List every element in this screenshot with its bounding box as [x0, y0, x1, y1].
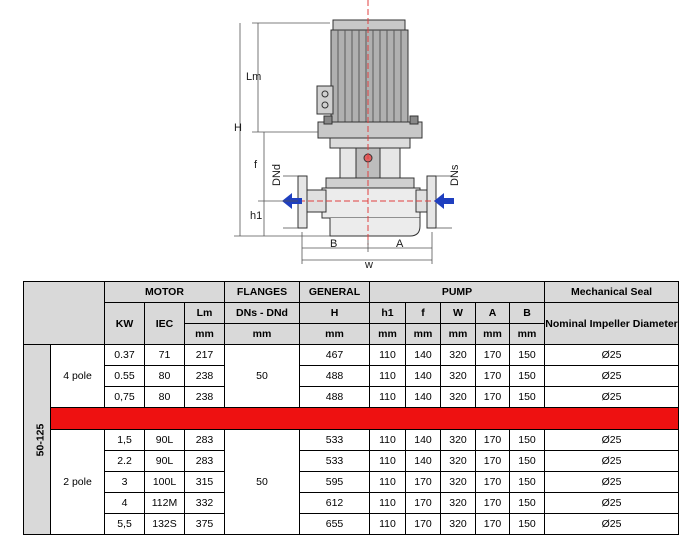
cell-lm: 315	[185, 472, 225, 493]
unit-w: mm	[441, 324, 476, 345]
cell-w: 320	[441, 430, 476, 451]
cell-h: 595	[300, 472, 370, 493]
header-row-columns	[24, 303, 679, 324]
dim-label-lm: Lm	[246, 71, 262, 83]
table-row	[24, 345, 679, 366]
table-row	[24, 472, 679, 493]
cell-kw: 5,5	[105, 514, 145, 535]
cell-iec: 112M	[145, 493, 185, 514]
table-row	[24, 451, 679, 472]
cell-h1: 110	[370, 514, 406, 535]
cell-b: 150	[510, 493, 545, 514]
cell-kw: 0.37	[105, 345, 145, 366]
cell-iec: 90L	[145, 430, 185, 451]
cell-h: 655	[300, 514, 370, 535]
cell-h1: 110	[370, 387, 406, 408]
dim-label-b: B	[330, 238, 338, 250]
col-header-f: f	[406, 303, 441, 324]
cell-a: 170	[476, 345, 510, 366]
cell-kw: 1,5	[105, 430, 145, 451]
cell-h: 488	[300, 366, 370, 387]
separator-row	[24, 408, 679, 430]
cell-b: 150	[510, 387, 545, 408]
unit-h1: mm	[370, 324, 406, 345]
cell-flange: 50	[225, 345, 300, 408]
cell-h1: 110	[370, 451, 406, 472]
cell-seal: Ø25	[545, 430, 679, 451]
cell-a: 170	[476, 472, 510, 493]
cell-b: 150	[510, 451, 545, 472]
flow-arrow-right	[434, 193, 454, 209]
pump-casing	[322, 188, 420, 218]
cell-seal: Ø25	[545, 514, 679, 535]
dim-label-dns: DNs	[449, 164, 461, 186]
cell-kw: 0.55	[105, 366, 145, 387]
cell-h1: 110	[370, 472, 406, 493]
col-header-kw: KW	[105, 303, 145, 345]
cell-iec: 132S	[145, 514, 185, 535]
header-row-groups	[24, 282, 679, 303]
cell-a: 170	[476, 493, 510, 514]
cell-w: 320	[441, 451, 476, 472]
col-header-h1: h1	[370, 303, 406, 324]
cell-iec: 80	[145, 387, 185, 408]
cell-w: 320	[441, 472, 476, 493]
motor-top-cap	[333, 20, 405, 30]
col-header-iec: IEC	[145, 303, 185, 345]
unit-f: mm	[406, 324, 441, 345]
cell-lm: 283	[185, 451, 225, 472]
table-row	[24, 493, 679, 514]
table-body	[24, 282, 679, 535]
cell-f: 140	[406, 451, 441, 472]
cell-seal: Ø25	[545, 345, 679, 366]
cell-h1: 110	[370, 430, 406, 451]
group-header-general: GENERAL	[300, 282, 370, 303]
pump-spec-table	[23, 281, 679, 535]
cell-iec: 90L	[145, 451, 185, 472]
cell-seal: Ø25	[545, 472, 679, 493]
cell-kw: 4	[105, 493, 145, 514]
model-label-text: 50-125	[34, 423, 47, 456]
terminal-box	[317, 86, 333, 114]
cell-seal: Ø25	[545, 366, 679, 387]
cell-h: 612	[300, 493, 370, 514]
cell-seal: Ø25	[545, 387, 679, 408]
cell-w: 320	[441, 493, 476, 514]
cell-b: 150	[510, 514, 545, 535]
cell-f: 140	[406, 366, 441, 387]
group-header-seal: Mechanical Seal	[545, 282, 679, 303]
corner-cell	[24, 282, 105, 345]
cell-iec: 80	[145, 366, 185, 387]
group-header-flanges: FLANGES	[225, 282, 300, 303]
motor-flange	[318, 122, 422, 138]
pole-label-2: 2 pole	[51, 430, 105, 535]
cell-f: 140	[406, 387, 441, 408]
cell-b: 150	[510, 345, 545, 366]
cell-w: 320	[441, 387, 476, 408]
cell-a: 170	[476, 514, 510, 535]
col-header-h: H	[300, 303, 370, 324]
unit-lm: mm	[185, 324, 225, 345]
cell-f: 140	[406, 430, 441, 451]
lantern	[330, 138, 410, 148]
cell-w: 320	[441, 345, 476, 366]
cell-lm: 332	[185, 493, 225, 514]
dim-label-h: H	[234, 122, 242, 134]
cell-seal: Ø25	[545, 493, 679, 514]
cell-b: 150	[510, 366, 545, 387]
cell-w: 320	[441, 514, 476, 535]
cell-seal: Ø25	[545, 451, 679, 472]
right-flange	[427, 176, 436, 228]
cell-lm: 238	[185, 387, 225, 408]
cell-a: 170	[476, 430, 510, 451]
cell-a: 170	[476, 451, 510, 472]
cell-kw: 3	[105, 472, 145, 493]
cell-lm: 217	[185, 345, 225, 366]
col-header-seal-sub: Nominal Impeller Diameter	[545, 303, 679, 345]
col-header-w: W	[441, 303, 476, 324]
cell-h1: 110	[370, 366, 406, 387]
table-row	[24, 366, 679, 387]
group-header-pump: PUMP	[370, 282, 545, 303]
motor-body	[331, 30, 408, 122]
cell-iec: 100L	[145, 472, 185, 493]
cell-lm: 283	[185, 430, 225, 451]
cell-b: 150	[510, 430, 545, 451]
cell-f: 140	[406, 345, 441, 366]
cell-kw: 2.2	[105, 451, 145, 472]
col-header-b: B	[510, 303, 545, 324]
pump-dimension-drawing	[0, 0, 700, 272]
table-row	[24, 430, 679, 451]
cell-lm: 238	[185, 366, 225, 387]
cell-f: 170	[406, 514, 441, 535]
cell-f: 170	[406, 493, 441, 514]
cell-h: 533	[300, 451, 370, 472]
cell-h: 533	[300, 430, 370, 451]
cell-f: 170	[406, 472, 441, 493]
dim-label-f: f	[254, 159, 258, 171]
cell-h1: 110	[370, 493, 406, 514]
unit-h: mm	[300, 324, 370, 345]
col-header-a: A	[476, 303, 510, 324]
cell-h1: 110	[370, 345, 406, 366]
cell-b: 150	[510, 472, 545, 493]
cell-flange: 50	[225, 430, 300, 535]
dim-label-w: w	[365, 259, 373, 271]
cell-iec: 71	[145, 345, 185, 366]
dim-label-a: A	[396, 238, 404, 250]
unit-a: mm	[476, 324, 510, 345]
col-header-dns-dnd: DNs - DNd	[225, 303, 300, 324]
cell-h: 488	[300, 387, 370, 408]
unit-flange: mm	[225, 324, 300, 345]
col-header-lm: Lm	[185, 303, 225, 324]
cell-kw: 0,75	[105, 387, 145, 408]
table-row	[24, 387, 679, 408]
model-label	[24, 345, 51, 535]
cell-a: 170	[476, 387, 510, 408]
cell-a: 170	[476, 366, 510, 387]
dim-label-dnd: DNd	[271, 163, 283, 186]
dim-label-h1: h1	[250, 210, 263, 222]
cell-w: 320	[441, 366, 476, 387]
cell-h: 467	[300, 345, 370, 366]
pole-label-4: 4 pole	[51, 345, 105, 408]
table-row	[24, 514, 679, 535]
group-header-motor: MOTOR	[105, 282, 225, 303]
separator-bar	[51, 408, 679, 430]
unit-b: mm	[510, 324, 545, 345]
cell-lm: 375	[185, 514, 225, 535]
